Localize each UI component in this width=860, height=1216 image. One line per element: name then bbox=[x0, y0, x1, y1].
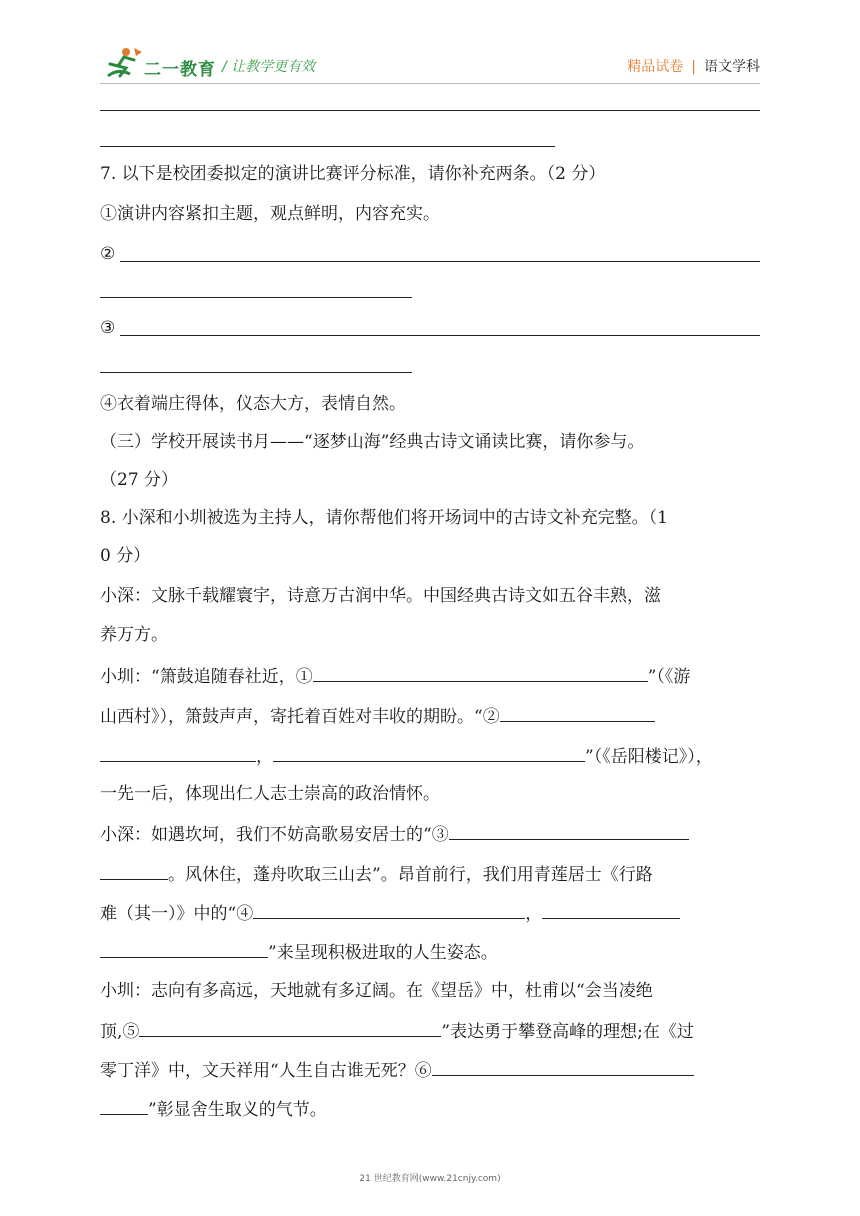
q7-item2-answer-line[interactable] bbox=[120, 261, 760, 262]
answer-line[interactable] bbox=[100, 110, 760, 111]
blank-5[interactable] bbox=[139, 1020, 441, 1037]
q8-para3-line4 bbox=[100, 941, 498, 963]
blank-4c[interactable] bbox=[100, 941, 268, 958]
comma: ， bbox=[525, 904, 543, 924]
q8-title-cont: 0 分） bbox=[100, 546, 151, 566]
blank-2b[interactable] bbox=[100, 745, 256, 762]
logo-runner-icon bbox=[104, 46, 144, 84]
q8-para3-line3 bbox=[100, 902, 680, 924]
q8-para2-text: 小圳：“箫鼓追随春社近，① bbox=[100, 667, 313, 687]
q8-para2-text: ”（《游 bbox=[647, 667, 691, 687]
q8-para4-line4 bbox=[100, 1098, 327, 1120]
q8-title: 8. 小深和小圳被选为主持人，请你帮他们将开场词中的古诗文补充完整。（1 bbox=[100, 508, 668, 528]
q8-para3-text: 难（其一）》中的“④ bbox=[100, 904, 254, 924]
page-footer: 21 世纪教育网(www.21cnjy.com) bbox=[359, 1174, 501, 1184]
header-divider bbox=[100, 83, 760, 84]
blank-6a[interactable] bbox=[432, 1059, 694, 1076]
section3-score: （27 分） bbox=[100, 470, 179, 490]
q8-para4-text: 顶,⑤ bbox=[100, 1022, 140, 1042]
page-header bbox=[0, 0, 860, 90]
q8-para4-text: 零丁洋》中，文天祥用“人生自古谁无死？⑥ bbox=[100, 1061, 432, 1081]
blank-1[interactable] bbox=[313, 665, 648, 682]
q8-para1: 小深：文脉千载耀寰宇，诗意万古润中华。中国经典古诗文如五谷丰熟，滋 bbox=[100, 586, 661, 606]
blank-3a[interactable] bbox=[449, 823, 689, 840]
comma: ， bbox=[256, 747, 273, 767]
q8-para4-text: ”表达勇于攀登高峰的理想;在《过 bbox=[441, 1022, 694, 1042]
q8-para2-line2 bbox=[100, 705, 655, 727]
answer-line[interactable] bbox=[100, 146, 555, 147]
header-slogan: / 让教学更有效 bbox=[222, 59, 316, 75]
blank-4b[interactable] bbox=[542, 902, 680, 919]
blank-3b[interactable] bbox=[100, 863, 168, 880]
q8-para1-cont: 养万方。 bbox=[100, 625, 168, 645]
blank-2a[interactable] bbox=[500, 705, 655, 722]
q8-para3-line2 bbox=[100, 863, 653, 885]
q7-item3-answer-line[interactable] bbox=[100, 372, 412, 373]
q8-para2-line3 bbox=[100, 745, 713, 767]
q7-item1: ①演讲内容紧扣主题，观点鲜明，内容充实。 bbox=[100, 204, 440, 224]
q7-item2-answer-line[interactable] bbox=[100, 297, 412, 298]
q8-para2-text: ”（《岳阳楼记》）， bbox=[585, 747, 713, 767]
q8-para3-text: ”来呈现积极进取的人生姿态。 bbox=[268, 943, 498, 963]
header-separator: | bbox=[691, 59, 696, 75]
section3-heading: （三）学校开展读书月——“逐梦山海”经典古诗文诵读比赛，请你参与。 bbox=[100, 432, 645, 452]
q8-para2-text: 山西村》），箫鼓声声，寄托着百姓对丰收的期盼。“② bbox=[100, 707, 500, 727]
q8-para4-text: ”彰显舍生取义的气节。 bbox=[148, 1100, 327, 1120]
q8-para2-line4: 一先一后，体现出仁人志士崇高的政治情怀。 bbox=[100, 784, 440, 804]
logo-text: 二一教育 bbox=[144, 60, 216, 80]
q8-para3-text: 小深：如遇坎坷，我们不妨高歌易安居士的“③ bbox=[100, 825, 449, 845]
blank-2c[interactable] bbox=[273, 745, 585, 762]
q7-item4: ④衣着端庄得体，仪态大方，表情自然。 bbox=[100, 394, 406, 414]
header-right bbox=[627, 56, 760, 76]
q7-item2-mark: ② bbox=[100, 244, 116, 264]
q8-para4-line2 bbox=[100, 1020, 694, 1042]
q7-item3-mark: ③ bbox=[100, 318, 116, 338]
blank-4a[interactable] bbox=[253, 902, 525, 919]
q7-item3-answer-line[interactable] bbox=[120, 335, 760, 336]
q8-para2-line1 bbox=[100, 665, 690, 687]
q8-para3-text: 。风休住，蓬舟吹取三山去”。昂首前行，我们用青莲居士《行路 bbox=[168, 865, 653, 885]
header-subject: 语文学科 bbox=[704, 59, 760, 75]
q7-title: 7. 以下是校团委拟定的演讲比赛评分标准，请你补充两条。（2 分） bbox=[100, 164, 606, 184]
header-label: 精品试卷 bbox=[627, 59, 684, 75]
q8-para4-line1: 小圳：志向有多高远，天地就有多辽阔。在《望岳》中，杜甫以“会当凌绝 bbox=[100, 981, 653, 1001]
blank-6b[interactable] bbox=[100, 1098, 148, 1115]
q8-para3-line1 bbox=[100, 823, 689, 845]
q8-para4-line3 bbox=[100, 1059, 694, 1081]
